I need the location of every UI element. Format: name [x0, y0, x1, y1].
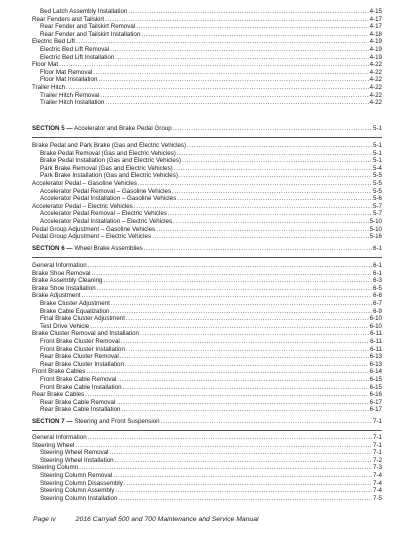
toc-entry-title: Brake Shoe Installation — [32, 284, 96, 292]
dot-leader — [125, 361, 369, 369]
toc-entry-page: 6-11 — [370, 330, 382, 338]
dot-leader — [177, 150, 372, 158]
dot-leader — [59, 61, 368, 69]
dot-leader — [66, 84, 368, 92]
toc-entry-page: 7-4 — [373, 471, 382, 479]
dot-leader — [174, 165, 372, 173]
toc-entry-page: 6-11 — [370, 337, 382, 345]
toc-subentry — [32, 46, 382, 54]
toc-entry-page: 6-16 — [369, 391, 382, 399]
dot-leader — [124, 480, 372, 488]
section-5-number: SECTION 5 — — [32, 125, 73, 132]
dot-leader — [138, 180, 372, 188]
toc-subentry — [32, 361, 382, 369]
toc-entry-title: Rear Fender and Tailskirt Installation — [40, 30, 141, 38]
toc-entry-title: Brake Pedal Removal (Gas and Electric Vehicles) — [40, 149, 176, 157]
toc-entry-title: Steering Column Disassembly — [40, 479, 123, 487]
toc-entry-page: 4-17 — [369, 15, 382, 23]
toc-entry-page: 4-22 — [369, 91, 382, 99]
toc-subentry — [32, 54, 382, 62]
toc-subentry — [32, 323, 382, 331]
toc-entry-title: Electric Bed Lift — [32, 38, 75, 46]
toc-entry-title: Accelerator Pedal – Gasoline Vehicles — [32, 179, 137, 187]
toc-entry-page: 5-5 — [373, 187, 382, 195]
toc-subentry — [32, 457, 382, 465]
toc-subentry — [32, 195, 382, 203]
toc-entry-title: Electric Bed Lift Installation — [40, 53, 115, 61]
toc-entry — [32, 16, 382, 24]
toc-entry — [32, 262, 382, 270]
toc-subentry — [32, 353, 382, 361]
dot-leader — [104, 277, 373, 285]
toc-entry-title: General Information — [32, 262, 87, 269]
toc-entry-title: Floor Mat Removal — [40, 68, 93, 76]
toc-entry-title: Park Brake Installation (Gas and Electric Vehicles) — [40, 172, 178, 180]
toc-subentry — [32, 76, 382, 84]
section-7-number: SECTION 7 — — [32, 418, 73, 425]
dot-leader — [123, 384, 369, 392]
toc-entry — [32, 270, 382, 278]
dot-leader — [168, 210, 372, 218]
toc-entry-title: Brake Pedal Installation (Gas and Electric Vehicles) — [40, 157, 182, 165]
dot-leader — [105, 16, 369, 24]
toc-entry-page: 5-1 — [373, 149, 382, 157]
section-5-page: 5-1 — [373, 125, 382, 132]
toc-subentry — [32, 31, 382, 39]
toc-entry-title: Brake Pedal and Park Brake (Gas and Electric Vehicles) — [32, 142, 187, 149]
toc-entry-page: 7-4 — [373, 479, 382, 487]
toc-entry-title: Rear Brake Cluster Removal — [40, 353, 119, 361]
toc-entry-page: 6-5 — [373, 284, 382, 292]
dot-leader — [105, 99, 368, 107]
toc-entry-title: Accelerator Pedal Removal – Electric Vehicles — [40, 210, 167, 218]
toc-entry-title: Accelerator Pedal – Electric Vehicles — [32, 202, 133, 210]
dot-leader — [113, 472, 372, 480]
toc-entry-page: 6-7 — [373, 299, 382, 307]
dot-leader — [88, 434, 372, 442]
dot-leader — [93, 69, 368, 77]
dot-leader — [134, 203, 372, 211]
toc-entry-title: Steering Column Removal — [40, 471, 113, 479]
toc-entry — [32, 391, 382, 399]
dot-leader — [126, 346, 369, 354]
toc-entry — [32, 285, 382, 293]
toc-entry-title: Brake Assembly Cleaning — [32, 277, 103, 285]
dot-leader — [173, 218, 369, 226]
toc-entry-page: 4-22 — [369, 83, 382, 91]
toc-subentry — [32, 23, 382, 31]
toc-entry-title: Rear Brake Cable Removal — [40, 398, 116, 406]
toc-entry — [32, 203, 382, 211]
toc-entry-page: 4-22 — [369, 99, 382, 107]
dot-leader — [177, 195, 372, 203]
dot-leader — [152, 233, 369, 241]
section-7-divider — [32, 430, 382, 431]
toc-entry-page: 5-4 — [373, 164, 382, 172]
toc-entry — [32, 233, 382, 241]
toc-entry-page: 7-4 — [373, 487, 382, 495]
toc-entry-title: Trailer Hitch Installation — [40, 99, 105, 107]
dot-leader — [98, 76, 368, 84]
toc-entry-title: Brake Cluster Removal and Installation — [32, 330, 139, 338]
toc-entry-title: Rear Brake Cluster Installation — [40, 360, 124, 368]
toc-entry-page: 7-1 — [373, 449, 382, 457]
toc-entry-title: Steering Column Installation — [40, 494, 118, 502]
toc-entry-page: 5-1 — [373, 157, 382, 165]
toc-entry — [32, 442, 382, 450]
toc-entry-page: 4-19 — [369, 45, 382, 53]
toc-entry-title: Rear Brake Cable Installation — [40, 406, 121, 414]
toc-entry-title: Trailer Hitch Removal — [40, 91, 100, 99]
toc-entry-page: 7-1 — [373, 441, 382, 449]
dot-leader — [90, 323, 368, 331]
toc-entry-page: 5-5 — [373, 172, 382, 180]
dot-leader — [88, 262, 372, 270]
dot-leader — [120, 353, 369, 361]
dot-leader — [118, 495, 372, 503]
dot-leader — [136, 23, 368, 31]
dot-leader — [110, 46, 368, 54]
toc-entry-page: 6-15 — [369, 375, 382, 383]
toc-entry-page: 4-17 — [369, 23, 382, 31]
dot-leader — [144, 245, 372, 253]
section-5-heading — [32, 125, 382, 133]
toc-entry-title: Steering Wheel Removal — [40, 449, 109, 457]
dot-leader — [126, 315, 369, 323]
toc-entry — [32, 84, 382, 92]
dot-leader — [156, 226, 368, 234]
dot-leader — [140, 330, 369, 338]
toc-group-section-7 — [32, 434, 382, 502]
toc-entry-title: Front Brake Cables — [32, 368, 86, 376]
toc-entry-page: 6-6 — [373, 292, 382, 300]
dot-leader — [109, 449, 372, 457]
toc-entry-page: 4-22 — [369, 61, 382, 69]
footer-page-number: Page iv — [33, 516, 56, 523]
dot-leader — [111, 300, 372, 308]
toc-subentry — [32, 487, 382, 495]
toc-entry-title: Steering Wheel — [32, 441, 75, 449]
dot-leader — [110, 308, 372, 316]
dot-leader — [117, 376, 368, 384]
toc-entry-title: Front Brake Cable Installation — [40, 383, 122, 391]
toc-entry-page: 5-7 — [373, 210, 382, 218]
dot-leader — [79, 464, 372, 472]
section-6-number: SECTION 6 — — [32, 245, 73, 252]
dot-leader — [97, 285, 372, 293]
toc-entry-title: Pedal Group Adjustment – Gasoline Vehicles — [32, 225, 156, 233]
toc-entry-page: 6-13 — [369, 360, 382, 368]
section-6-heading — [32, 245, 382, 253]
dot-leader — [121, 406, 368, 414]
toc-entry-page: 5-6 — [373, 195, 382, 203]
toc-entry-page: 6-10 — [369, 315, 382, 323]
toc-entry-title: Final Brake Cluster Adjustment — [40, 315, 125, 323]
toc-subentry — [32, 315, 382, 323]
dot-leader — [182, 157, 372, 165]
toc-subentry — [32, 449, 382, 457]
toc-entry-title: Front Brake Cluster Installation — [40, 345, 125, 353]
toc-entry-page: 7-2 — [373, 456, 382, 464]
toc-entry-title: Floor Mat — [32, 61, 59, 69]
toc-group-section-4-continued — [32, 8, 382, 107]
toc-entry-title: Pedal Group Adjustment – Electric Vehicles — [32, 233, 151, 241]
toc-entry — [32, 61, 382, 69]
toc-entry — [32, 292, 382, 300]
toc-entry-page: 7-1 — [373, 434, 382, 441]
section-5-title: Accelerator and Brake Pedal Group — [73, 125, 172, 132]
toc-subentry — [32, 188, 382, 196]
toc-entry-title: Rear Fender and Tailskirt Removal — [40, 23, 136, 31]
toc-subentry — [32, 92, 382, 100]
section-7-title: Steering and Front Suspension — [74, 418, 160, 425]
dot-leader — [173, 125, 372, 133]
section-7-heading — [32, 418, 382, 426]
toc-entry-page: 7-5 — [373, 494, 382, 502]
footer-manual-title: 2016 Carryall 500 and 700 Maintenance and Service Manual — [75, 516, 259, 523]
dot-leader — [82, 292, 373, 300]
toc-entry-title: Brake Cable Equalization — [40, 307, 110, 315]
toc-subentry — [32, 376, 382, 384]
page-footer — [33, 516, 259, 523]
toc-group-section-5 — [32, 142, 382, 241]
toc-subentry — [32, 338, 382, 346]
toc-entry-title: Rear Brake Cables — [32, 391, 85, 399]
toc-entry-title: Floor Mat Installation — [40, 76, 98, 84]
toc-subentry — [32, 8, 382, 16]
toc-entry-title: Park Brake Removal (Gas and Electric Vehicles) — [40, 164, 173, 172]
toc-entry — [32, 142, 382, 150]
section-6-page: 6-1 — [373, 245, 382, 252]
toc-entry-title: Steering Wheel Installation — [40, 456, 114, 464]
toc-subentry — [32, 399, 382, 407]
dot-leader — [91, 270, 372, 278]
toc-entry-page: 6-10 — [369, 322, 382, 330]
toc-entry — [32, 277, 382, 285]
section-6-divider — [32, 257, 382, 258]
toc-entry-title: Accelerator Pedal Removal – Gasoline Vehicles — [40, 187, 172, 195]
toc-subentry — [32, 172, 382, 180]
dot-leader — [161, 418, 372, 426]
toc-entry-title: Test Drive Vehicle — [40, 322, 90, 330]
toc-entry-page: 6-9 — [373, 307, 382, 315]
dot-leader — [115, 457, 372, 465]
toc-entry-title: Bed Latch Assembly Installation — [40, 8, 128, 15]
toc-subentry — [32, 384, 382, 392]
section-6-entry — [32, 245, 382, 253]
dot-leader — [115, 54, 368, 62]
toc-subentry — [32, 99, 382, 107]
toc-entry — [32, 368, 382, 376]
toc-subentry — [32, 157, 382, 165]
toc-entry-page: 5-10 — [369, 217, 382, 225]
toc-subentry — [32, 480, 382, 488]
section-5-divider — [32, 137, 382, 138]
toc-entry-page: 5-5 — [373, 179, 382, 187]
toc-entry-page: 4-22 — [369, 76, 382, 84]
toc-entry-title: Brake Shoe Removal — [32, 269, 91, 277]
toc-entry-title: Trailer Hitch — [32, 83, 66, 91]
dot-leader — [128, 8, 368, 16]
dot-leader — [86, 368, 368, 376]
toc-entry — [32, 434, 382, 442]
toc-subentry — [32, 218, 382, 226]
toc-entry-title: Front Brake Cable Removal — [40, 375, 117, 383]
toc-entry-page: 6-11 — [370, 345, 382, 353]
toc-subentry — [32, 346, 382, 354]
toc-entry — [32, 464, 382, 472]
toc-subentry — [32, 300, 382, 308]
dot-leader — [179, 172, 372, 180]
section-5-entry — [32, 125, 382, 133]
toc-entry-title: Front Brake Cluster Removal — [40, 337, 120, 345]
toc-group-section-6 — [32, 262, 382, 414]
toc-subentry — [32, 495, 382, 503]
dot-leader — [172, 188, 372, 196]
toc-entry-title: Steering Column Assembly — [40, 487, 115, 495]
toc-subentry — [32, 308, 382, 316]
toc-entry-page: 6-3 — [373, 277, 382, 285]
toc-entry-page: 5-16 — [369, 233, 382, 241]
dot-leader — [115, 487, 372, 495]
section-7-entry — [32, 418, 382, 426]
toc-entry-page: 4-19 — [369, 38, 382, 46]
toc-entry-page: 4-18 — [369, 30, 382, 38]
dot-leader — [121, 338, 369, 346]
toc-entry-title: Brake Cluster Adjustment — [40, 299, 110, 307]
toc-entry — [32, 180, 382, 188]
toc-entry-title: Brake Adjustment — [32, 292, 81, 300]
dot-leader — [75, 442, 372, 450]
toc-subentry — [32, 406, 382, 414]
toc-entry — [32, 38, 382, 46]
toc-subentry — [32, 210, 382, 218]
toc-entry-page: 6-1 — [373, 262, 382, 269]
toc-entry-title: General Information — [32, 434, 87, 441]
dot-leader — [116, 399, 368, 407]
toc-entry-title: Electric Bed Lift Removal — [40, 45, 110, 53]
toc-entry-page: 6-17 — [369, 398, 382, 406]
toc-entry-page: 5-1 — [373, 142, 382, 149]
toc-entry-page: 4-19 — [369, 53, 382, 61]
dot-leader — [76, 38, 369, 46]
toc-entry-page: 5-7 — [373, 202, 382, 210]
toc-subentry — [32, 150, 382, 158]
toc-subentry — [32, 165, 382, 173]
dot-leader — [85, 391, 368, 399]
dot-leader — [141, 31, 368, 39]
toc-subentry — [32, 472, 382, 480]
toc-entry-title: Accelerator Pedal Installation – Electric Vehicles — [40, 217, 173, 225]
toc-entry-page: 6-1 — [373, 269, 382, 277]
toc-subentry — [32, 69, 382, 77]
toc-entry-title: Steering Column — [32, 464, 79, 472]
toc-entry-page: 4-15 — [369, 8, 382, 15]
toc-entry — [32, 330, 382, 338]
toc-entry-page: 6-14 — [369, 368, 382, 376]
toc-entry-page: 4-22 — [369, 68, 382, 76]
toc-entry-page: 6-17 — [369, 406, 382, 414]
toc-entry-page: 5-10 — [369, 225, 382, 233]
toc-entry-page: 6-15 — [369, 383, 382, 391]
dot-leader — [187, 142, 372, 150]
section-6-title: Wheel Brake Assemblies — [74, 245, 143, 252]
toc-entry-page: 7-3 — [373, 464, 382, 472]
section-7-page: 7-1 — [373, 418, 382, 425]
toc-entry-title: Accelerator Pedal Installation – Gasoline Vehicles — [40, 195, 177, 203]
toc-entry-page: 6-13 — [369, 353, 382, 361]
toc-entry — [32, 226, 382, 234]
toc-entry-title: Rear Fenders and Tailskirt — [32, 15, 105, 23]
dot-leader — [100, 92, 368, 100]
